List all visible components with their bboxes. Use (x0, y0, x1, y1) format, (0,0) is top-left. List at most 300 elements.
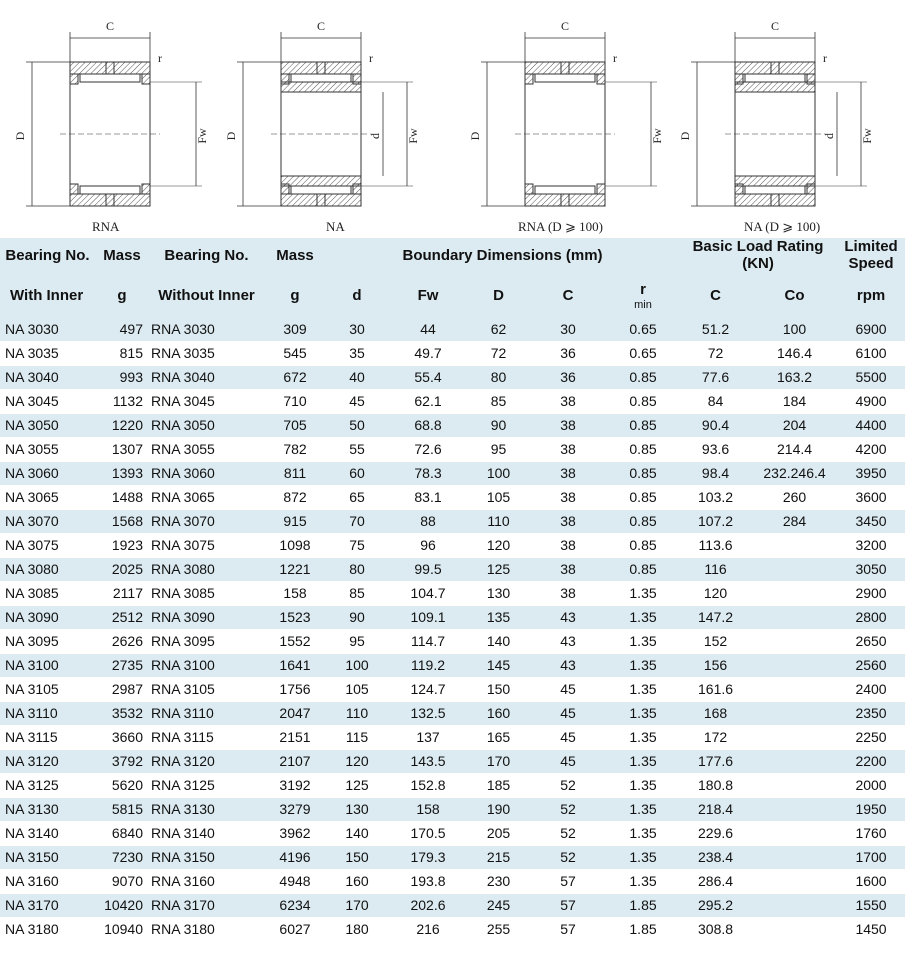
cell-bearing-with-inner: NA 3170 (0, 894, 95, 918)
cell-limited-speed: 2560 (837, 654, 905, 678)
cell-load-co (752, 798, 837, 822)
caption-rna: RNA (92, 219, 120, 234)
table-row (0, 822, 905, 846)
cell-width-c: 38 (529, 582, 607, 606)
table-row (0, 414, 905, 438)
cell-load-c: 116 (679, 558, 752, 582)
outer-ring-bottom (735, 194, 815, 206)
cell-r-min: 1.85 (607, 894, 679, 918)
cell-bearing-without-inner: RNA 3075 (149, 534, 264, 558)
cell-bearing-without-inner: RNA 3105 (149, 678, 264, 702)
cell-load-co: 260 (752, 486, 837, 510)
cell-outer-d: 135 (468, 606, 529, 630)
cell-bearing-without-inner: RNA 3130 (149, 798, 264, 822)
roller-top (291, 74, 351, 82)
cell-mass-without-inner: 4196 (264, 846, 326, 870)
cell-bore-d: 45 (326, 390, 388, 414)
cell-fw: 96 (388, 534, 468, 558)
cell-width-c: 36 (529, 342, 607, 366)
cell-fw: 49.7 (388, 342, 468, 366)
cell-bore-d: 60 (326, 462, 388, 486)
roller-bottom (745, 186, 805, 194)
dim-c-label: C (770, 19, 780, 33)
cell-mass-with-inner: 9070 (95, 870, 149, 894)
cell-outer-d: 90 (468, 414, 529, 438)
cell-mass-with-inner: 1923 (95, 534, 149, 558)
cell-r-min: 1.35 (607, 750, 679, 774)
cell-outer-d: 120 (468, 534, 529, 558)
cell-r-min: 1.35 (607, 846, 679, 870)
cell-outer-d: 165 (468, 726, 529, 750)
header-r-label: r (640, 281, 646, 298)
cell-load-c: 84 (679, 390, 752, 414)
roller-bottom (291, 186, 351, 194)
cell-width-c: 38 (529, 462, 607, 486)
cell-r-min: 0.85 (607, 438, 679, 462)
table-row (0, 654, 905, 678)
table-row (0, 318, 905, 342)
header-g: g (95, 272, 149, 318)
cell-load-c: 103.2 (679, 486, 752, 510)
cell-outer-d: 145 (468, 654, 529, 678)
cell-bearing-with-inner: NA 3060 (0, 462, 95, 486)
cell-limited-speed: 3950 (837, 462, 905, 486)
cell-load-co (752, 894, 837, 918)
cell-bearing-without-inner: RNA 3085 (149, 582, 264, 606)
dim-outer-d-label: D (224, 131, 238, 141)
cell-bearing-with-inner: NA 3160 (0, 870, 95, 894)
cell-mass-without-inner: 4948 (264, 870, 326, 894)
cell-mass-without-inner: 1756 (264, 678, 326, 702)
dim-c-label: C (560, 19, 570, 33)
cell-fw: 114.7 (388, 630, 468, 654)
cell-mass-without-inner: 782 (264, 438, 326, 462)
cell-r-min: 1.35 (607, 630, 679, 654)
cell-load-co (752, 918, 837, 942)
cell-bearing-without-inner: RNA 3060 (149, 462, 264, 486)
cell-limited-speed: 6100 (837, 342, 905, 366)
table-row (0, 870, 905, 894)
cell-mass-with-inner: 1488 (95, 486, 149, 510)
roller-top (80, 74, 140, 82)
header-with-inner: With Inner (0, 272, 95, 318)
roller-bottom (80, 186, 140, 194)
cell-load-c: 172 (679, 726, 752, 750)
cell-bearing-without-inner: RNA 3055 (149, 438, 264, 462)
cell-fw: 152.8 (388, 774, 468, 798)
cell-width-c: 52 (529, 774, 607, 798)
roller-top (745, 74, 805, 82)
header-d: d (326, 272, 388, 318)
cell-width-c: 38 (529, 534, 607, 558)
cell-outer-d: 140 (468, 630, 529, 654)
cell-mass-with-inner: 2987 (95, 678, 149, 702)
cell-bearing-with-inner: NA 3035 (0, 342, 95, 366)
dim-d-label: d (368, 133, 382, 139)
cell-mass-with-inner: 1393 (95, 462, 149, 486)
cell-limited-speed: 3050 (837, 558, 905, 582)
cell-bore-d: 65 (326, 486, 388, 510)
cell-width-c: 52 (529, 822, 607, 846)
header-mass: Mass (95, 238, 149, 272)
dim-fw-label: Fw (860, 128, 874, 144)
cell-fw: 143.5 (388, 750, 468, 774)
header-g-2: g (264, 272, 326, 318)
cell-load-co (752, 702, 837, 726)
cell-mass-without-inner: 2107 (264, 750, 326, 774)
cell-bearing-with-inner: NA 3075 (0, 534, 95, 558)
header-boundary-dimensions: Boundary Dimensions (mm) (326, 238, 679, 272)
cell-limited-speed: 2900 (837, 582, 905, 606)
cell-width-c: 38 (529, 390, 607, 414)
dim-outer-d-label: D (13, 131, 27, 141)
table-row (0, 486, 905, 510)
header-co: Co (752, 272, 837, 318)
cell-load-c: 161.6 (679, 678, 752, 702)
header-fw: Fw (388, 272, 468, 318)
table-header (0, 238, 905, 318)
cell-bearing-with-inner: NA 3150 (0, 846, 95, 870)
outer-ring-top (70, 62, 150, 74)
cell-mass-without-inner: 1098 (264, 534, 326, 558)
cell-limited-speed: 4200 (837, 438, 905, 462)
table-row (0, 390, 905, 414)
cell-mass-without-inner: 6234 (264, 894, 326, 918)
roller-top (535, 74, 595, 82)
cell-mass-without-inner: 3279 (264, 798, 326, 822)
flange (142, 184, 150, 194)
cell-r-min: 1.35 (607, 702, 679, 726)
header-limited-speed: Limited Speed (837, 238, 905, 272)
header-outer-d: D (468, 272, 529, 318)
cell-mass-without-inner: 811 (264, 462, 326, 486)
table-row (0, 558, 905, 582)
cell-load-co (752, 630, 837, 654)
cell-mass-without-inner: 6027 (264, 918, 326, 942)
cell-limited-speed: 3450 (837, 510, 905, 534)
table-row (0, 582, 905, 606)
cell-limited-speed: 6900 (837, 318, 905, 342)
cell-mass-with-inner: 815 (95, 342, 149, 366)
cell-width-c: 45 (529, 678, 607, 702)
cell-bore-d: 110 (326, 702, 388, 726)
cell-bearing-with-inner: NA 3125 (0, 774, 95, 798)
cell-mass-with-inner: 7230 (95, 846, 149, 870)
cell-limited-speed: 2650 (837, 630, 905, 654)
header-rpm: rpm (837, 272, 905, 318)
dim-outer-d-label: D (678, 131, 692, 141)
bearing-drawings (0, 0, 905, 238)
cell-mass-without-inner: 672 (264, 366, 326, 390)
cell-load-co (752, 750, 837, 774)
cell-mass-without-inner: 872 (264, 486, 326, 510)
cell-outer-d: 80 (468, 366, 529, 390)
cell-r-min: 0.85 (607, 366, 679, 390)
cell-bore-d: 130 (326, 798, 388, 822)
cell-width-c: 45 (529, 702, 607, 726)
cell-fw: 104.7 (388, 582, 468, 606)
cell-bore-d: 100 (326, 654, 388, 678)
cell-outer-d: 160 (468, 702, 529, 726)
dim-outer-d-label: D (468, 131, 482, 141)
table-row (0, 534, 905, 558)
cell-load-co: 214.4 (752, 438, 837, 462)
cell-bearing-without-inner: RNA 3040 (149, 366, 264, 390)
cell-fw: 132.5 (388, 702, 468, 726)
cell-width-c: 38 (529, 558, 607, 582)
flange (525, 184, 533, 194)
cell-load-co (752, 822, 837, 846)
table-row (0, 630, 905, 654)
cell-bearing-without-inner: RNA 3170 (149, 894, 264, 918)
cell-outer-d: 215 (468, 846, 529, 870)
cell-mass-with-inner: 3532 (95, 702, 149, 726)
cell-bore-d: 40 (326, 366, 388, 390)
cell-mass-without-inner: 2151 (264, 726, 326, 750)
cell-bearing-without-inner: RNA 3115 (149, 726, 264, 750)
cell-outer-d: 255 (468, 918, 529, 942)
dim-fw-label: Fw (650, 128, 664, 144)
cell-r-min: 1.35 (607, 654, 679, 678)
cell-bearing-with-inner: NA 3080 (0, 558, 95, 582)
cell-bearing-with-inner: NA 3055 (0, 438, 95, 462)
roller-bottom (535, 186, 595, 194)
cell-bore-d: 35 (326, 342, 388, 366)
cell-fw: 88 (388, 510, 468, 534)
cell-width-c: 38 (529, 510, 607, 534)
cell-load-co (752, 846, 837, 870)
cell-load-c: 156 (679, 654, 752, 678)
dim-r-label: r (369, 51, 373, 65)
cell-width-c: 38 (529, 438, 607, 462)
flange (597, 184, 605, 194)
table-row (0, 702, 905, 726)
cell-load-co (752, 654, 837, 678)
cell-r-min: 0.85 (607, 486, 679, 510)
cell-fw: 62.1 (388, 390, 468, 414)
cell-mass-without-inner: 1552 (264, 630, 326, 654)
cell-fw: 179.3 (388, 846, 468, 870)
cell-load-co: 204 (752, 414, 837, 438)
cell-fw: 55.4 (388, 366, 468, 390)
cell-fw: 170.5 (388, 822, 468, 846)
cell-bearing-with-inner: NA 3110 (0, 702, 95, 726)
cell-bore-d: 75 (326, 534, 388, 558)
header-c: C (529, 272, 607, 318)
cell-load-co: 163.2 (752, 366, 837, 390)
cell-width-c: 57 (529, 918, 607, 942)
cell-load-c: 180.8 (679, 774, 752, 798)
cell-bearing-without-inner: RNA 3050 (149, 414, 264, 438)
table-row (0, 678, 905, 702)
cell-bearing-with-inner: NA 3040 (0, 366, 95, 390)
cell-mass-without-inner: 2047 (264, 702, 326, 726)
cell-limited-speed: 1950 (837, 798, 905, 822)
cell-load-c: 147.2 (679, 606, 752, 630)
cell-load-co: 232.246.4 (752, 462, 837, 486)
table-row (0, 798, 905, 822)
cell-bearing-without-inner: RNA 3160 (149, 870, 264, 894)
cell-bearing-with-inner: NA 3180 (0, 918, 95, 942)
cell-mass-without-inner: 1221 (264, 558, 326, 582)
cell-bearing-without-inner: RNA 3070 (149, 510, 264, 534)
inner-ring-top (281, 82, 361, 92)
table-row (0, 462, 905, 486)
cell-outer-d: 245 (468, 894, 529, 918)
cell-width-c: 57 (529, 870, 607, 894)
cell-mass-without-inner: 710 (264, 390, 326, 414)
cell-mass-without-inner: 3962 (264, 822, 326, 846)
cell-outer-d: 190 (468, 798, 529, 822)
table-row (0, 438, 905, 462)
cell-bore-d: 50 (326, 414, 388, 438)
cell-width-c: 36 (529, 366, 607, 390)
cell-mass-with-inner: 497 (95, 318, 149, 342)
cell-outer-d: 85 (468, 390, 529, 414)
cell-load-c: 229.6 (679, 822, 752, 846)
cell-load-c: 77.6 (679, 366, 752, 390)
cell-mass-with-inner: 993 (95, 366, 149, 390)
cell-load-c: 107.2 (679, 510, 752, 534)
cell-mass-without-inner: 915 (264, 510, 326, 534)
flange (70, 184, 78, 194)
outer-ring-top (525, 62, 605, 74)
cell-width-c: 38 (529, 486, 607, 510)
cell-outer-d: 205 (468, 822, 529, 846)
cell-bearing-with-inner: NA 3105 (0, 678, 95, 702)
caption-na-large: NA (D ⩾ 100) (744, 219, 821, 234)
cell-mass-without-inner: 545 (264, 342, 326, 366)
cell-outer-d: 72 (468, 342, 529, 366)
cell-bore-d: 70 (326, 510, 388, 534)
dim-r-label: r (823, 51, 827, 65)
cell-bearing-with-inner: NA 3045 (0, 390, 95, 414)
cell-width-c: 45 (529, 750, 607, 774)
cell-load-co (752, 870, 837, 894)
cell-fw: 202.6 (388, 894, 468, 918)
cell-load-c: 238.4 (679, 846, 752, 870)
cell-fw: 137 (388, 726, 468, 750)
cell-bore-d: 150 (326, 846, 388, 870)
cell-load-c: 72 (679, 342, 752, 366)
cell-bearing-with-inner: NA 3070 (0, 510, 95, 534)
cell-load-c: 98.4 (679, 462, 752, 486)
header-r (607, 272, 679, 318)
cell-r-min: 1.35 (607, 822, 679, 846)
cell-r-min: 0.65 (607, 318, 679, 342)
outer-ring-top (281, 62, 361, 74)
cell-load-co: 100 (752, 318, 837, 342)
cell-fw: 158 (388, 798, 468, 822)
cell-mass-with-inner: 5815 (95, 798, 149, 822)
cell-bearing-without-inner: RNA 3065 (149, 486, 264, 510)
cell-r-min: 0.85 (607, 534, 679, 558)
cell-outer-d: 170 (468, 750, 529, 774)
caption-na: NA (326, 219, 345, 234)
cell-load-c: 295.2 (679, 894, 752, 918)
cell-load-c: 120 (679, 582, 752, 606)
cell-outer-d: 130 (468, 582, 529, 606)
cell-r-min: 1.35 (607, 798, 679, 822)
cell-outer-d: 125 (468, 558, 529, 582)
cell-bearing-with-inner: NA 3140 (0, 822, 95, 846)
cell-r-min: 1.85 (607, 918, 679, 942)
cell-bearing-with-inner: NA 3095 (0, 630, 95, 654)
cell-mass-without-inner: 3192 (264, 774, 326, 798)
cell-bearing-with-inner: NA 3130 (0, 798, 95, 822)
cell-fw: 99.5 (388, 558, 468, 582)
cell-mass-without-inner: 158 (264, 582, 326, 606)
cell-load-co (752, 726, 837, 750)
table-row (0, 894, 905, 918)
table-row (0, 918, 905, 942)
cell-fw: 68.8 (388, 414, 468, 438)
cell-mass-with-inner: 2512 (95, 606, 149, 630)
cell-r-min: 1.35 (607, 582, 679, 606)
cell-load-c: 90.4 (679, 414, 752, 438)
cell-fw: 193.8 (388, 870, 468, 894)
cell-mass-with-inner: 1307 (95, 438, 149, 462)
header-basic-load-rating: Basic Load Rating (KN) (679, 238, 837, 272)
header-without-inner: Without Inner (149, 272, 264, 318)
cell-r-min: 1.35 (607, 774, 679, 798)
header-mass-2: Mass (264, 238, 326, 272)
cell-load-c: 286.4 (679, 870, 752, 894)
cell-bore-d: 120 (326, 750, 388, 774)
cell-bearing-without-inner: RNA 3120 (149, 750, 264, 774)
cell-fw: 124.7 (388, 678, 468, 702)
cell-bore-d: 105 (326, 678, 388, 702)
dim-c-label: C (316, 19, 326, 33)
cell-fw: 109.1 (388, 606, 468, 630)
cell-load-c: 51.2 (679, 318, 752, 342)
cell-load-co (752, 534, 837, 558)
cell-bearing-with-inner: NA 3030 (0, 318, 95, 342)
cell-mass-without-inner: 1641 (264, 654, 326, 678)
cell-load-co: 184 (752, 390, 837, 414)
cell-bearing-without-inner: RNA 3180 (149, 918, 264, 942)
table-row (0, 750, 905, 774)
cell-bore-d: 125 (326, 774, 388, 798)
table-row (0, 606, 905, 630)
drawings-canvas (0, 0, 905, 238)
cell-outer-d: 230 (468, 870, 529, 894)
header-load-c: C (679, 272, 752, 318)
cell-mass-with-inner: 1132 (95, 390, 149, 414)
cell-outer-d: 62 (468, 318, 529, 342)
cell-bore-d: 80 (326, 558, 388, 582)
cell-width-c: 43 (529, 654, 607, 678)
cell-bearing-with-inner: NA 3115 (0, 726, 95, 750)
cell-bearing-with-inner: NA 3090 (0, 606, 95, 630)
cell-bearing-without-inner: RNA 3045 (149, 390, 264, 414)
cell-bearing-with-inner: NA 3085 (0, 582, 95, 606)
table-row (0, 774, 905, 798)
bearing-spec-table (0, 238, 905, 942)
cell-bearing-with-inner: NA 3100 (0, 654, 95, 678)
cell-width-c: 43 (529, 630, 607, 654)
caption-rna-large: RNA (D ⩾ 100) (518, 219, 603, 234)
cell-r-min: 1.35 (607, 726, 679, 750)
flange (597, 74, 605, 84)
inner-ring-bottom (281, 176, 361, 186)
cell-limited-speed: 2350 (837, 702, 905, 726)
cell-limited-speed: 4400 (837, 414, 905, 438)
cell-load-co (752, 582, 837, 606)
cell-outer-d: 105 (468, 486, 529, 510)
outer-ring-bottom (70, 194, 150, 206)
cell-width-c: 52 (529, 798, 607, 822)
